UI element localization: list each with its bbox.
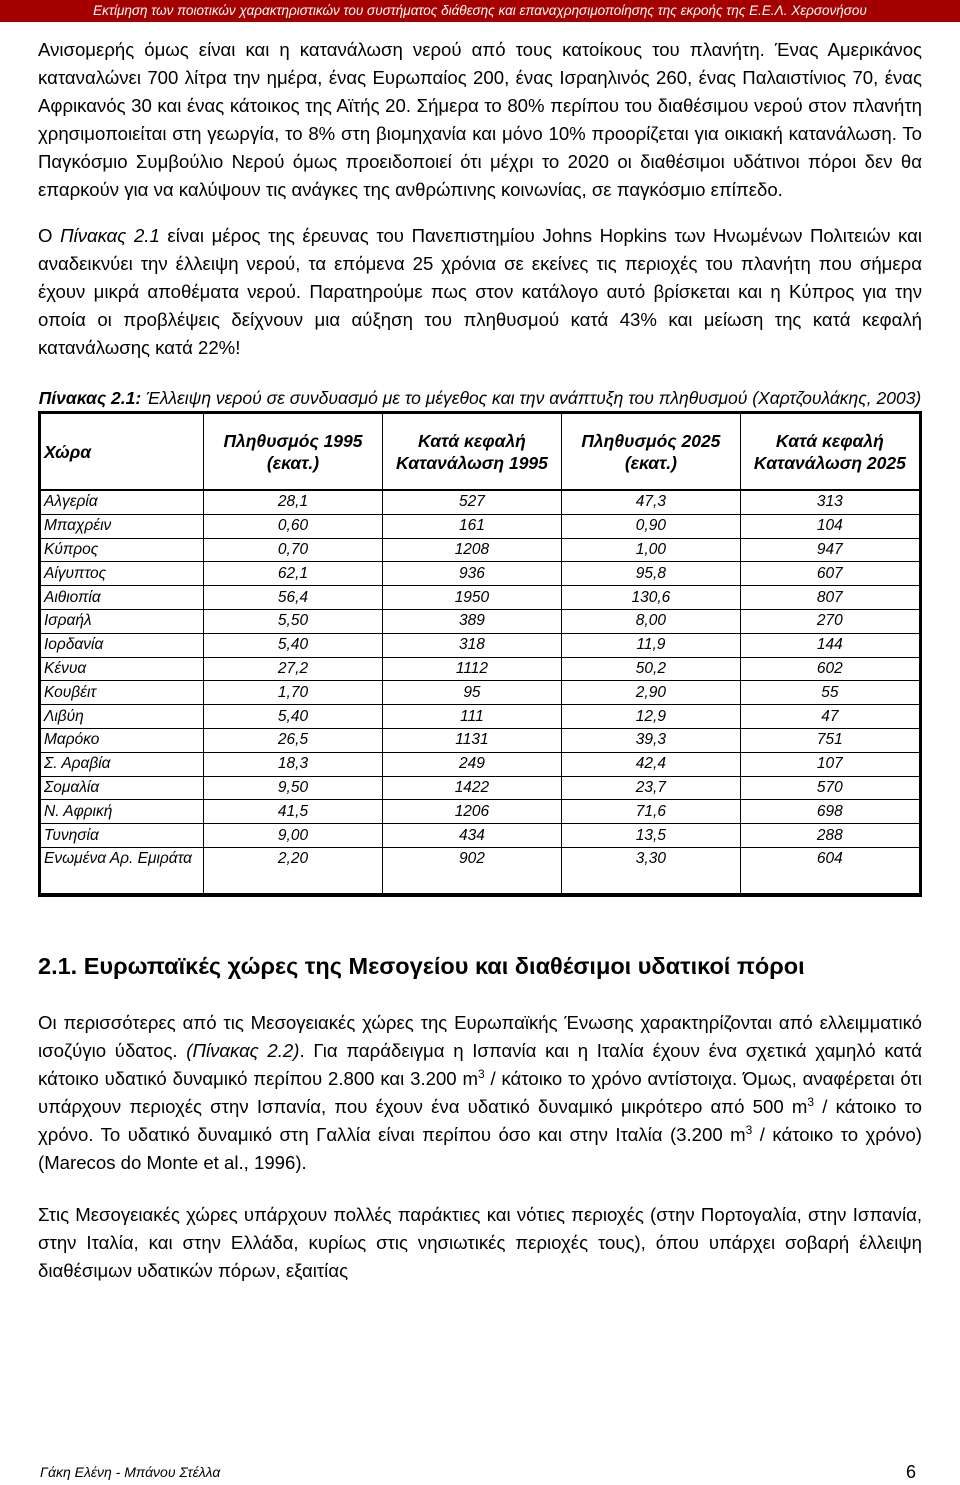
table-row [41, 539, 919, 563]
country-cell: Μπαχρέιν [41, 515, 204, 539]
value-cell: 41,5 [204, 800, 383, 824]
country-cell: Ιορδανία [41, 634, 204, 658]
country-cell: Ισραήλ [41, 610, 204, 634]
value-cell: 47,3 [562, 491, 741, 515]
value-cell: 698 [741, 800, 919, 824]
section-paragraph-2: Στις Μεσογειακές χώρες υπάρχουν πολλές παράκτιες και νότιες περιοχές (στην Πορτογαλία, στην Ισπανία, στην Ιταλία, και στην Ελλάδα, κυρίως στις νησιωτικές περιοχές τους), όπου υπάρχει σοβαρή έλλειψη διαθέσιμων υδατικών πόρων, εξαιτίας [38, 1203, 922, 1281]
value-cell: 602 [741, 658, 919, 682]
table-row [41, 610, 919, 634]
intro-p2-rest: είναι μέρος της έρευνας του Πανεπιστημίου Johns Hopkins των Ηνωμένων Πολιτειών και αναδεικνύει την έλλειψη νερού, τα επόμενα 25 χρόνια σε εκείνες τις περιοχές του πλανήτη που σήμερα έχουν μικρά αποθέματα νερού. Παρατηρούμε πως στον κατάλογο αυτό βρίσκεται και η Κύπρος για την οποία οι προβλέψεις δείχνουν μια αύξηση του πληθυσμού κατά 43% και μείωση της κατά κεφαλή κατανάλωσης κατά 22%! [38, 225, 922, 358]
sec-p1-c: / κάτοικο το χρόνο αντίστοιχα. Όμως, αναφέρεται ότι υπάρχουν περιοχές στην Ισπανία, που έχουν ένα υδατικό δυναμικό μικρότερο από 500 m [38, 1067, 922, 1117]
superscript: 3 [477, 1066, 485, 1081]
section-heading: 2.1. Ευρωπαϊκές χώρες της Μεσογείου και διαθέσιμοι υδατικοί πόροι [38, 952, 805, 979]
table-row [41, 586, 919, 610]
value-cell: 144 [741, 634, 919, 658]
value-cell: 71,6 [562, 800, 741, 824]
value-cell: 28,1 [204, 491, 383, 515]
value-cell: 389 [383, 610, 562, 634]
value-cell: 527 [383, 491, 562, 515]
value-cell: 2,90 [562, 681, 741, 705]
table-caption-text: Έλλειψη νερού σε συνδυασμό με το μέγεθος και την ανάπτυξη του πληθυσμού (Χαρτζουλάκης, 2003) [141, 388, 922, 408]
value-cell: 0,70 [204, 539, 383, 563]
value-cell: 1208 [383, 539, 562, 563]
value-cell: 95 [383, 681, 562, 705]
value-cell: 111 [383, 705, 562, 729]
value-cell: 27,2 [204, 658, 383, 682]
value-cell: 13,5 [562, 824, 741, 848]
value-cell: 947 [741, 539, 919, 563]
water-scarcity-table [38, 411, 922, 897]
table-row [41, 515, 919, 539]
superscript: 3 [745, 1122, 753, 1137]
value-cell: 318 [383, 634, 562, 658]
value-cell: 42,4 [562, 753, 741, 777]
intro-p2-start: Ο [38, 225, 61, 246]
value-cell: 62,1 [204, 562, 383, 586]
sec-p1-a: Οι περισσότερες από τις Μεσογειακές χώρες της Ευρωπαϊκής Ένωσης χαρακτηρίζονται από ελλειμματικό ισοζύγιο ύδατος. [38, 1011, 922, 1061]
country-cell: Σ. Αραβία [41, 753, 204, 777]
value-cell: 5,50 [204, 610, 383, 634]
table-reference: Πίνακας 2.1 [60, 225, 160, 246]
value-cell: 1131 [383, 729, 562, 753]
value-cell: 5,40 [204, 634, 383, 658]
intro-paragraph-1: Ανισομερής όμως είναι και η κατανάλωση νερού από τους κατοίκους του πλανήτη. Ένας Αμερικάνος καταναλώνει 700 λίτρα την ημέρα, ένας Ευρωπαίος 200, ένας Ισραηλινός 260, ένας Παλαιστίνιος 70, ένας Αφρικανός 30 και ένας κάτοικος της Αϊτής 20. Σήμερα το 80% περίπου του διαθέσιμου νερού στον πλανήτη χρησιμοποιείται στη γεωργία, το 8% στη βιομηχανία και μόνο 10% προορίζεται για οικιακή κατανάλωση. Το Παγκόσμιο Συμβούλιο Νερού όμως προειδοποιεί ότι μέχρι το 2020 οι διαθέσιμοι υδάτινοι πόροι δεν θα επαρκούν για να καλύψουν τις ανάγκες της ανθρώπινης κοινωνίας, σε παγκόσμιο επίπεδο. [38, 39, 922, 200]
value-cell: 56,4 [204, 586, 383, 610]
page-content [38, 36, 922, 1285]
table-row [41, 705, 919, 729]
table-row [41, 824, 919, 848]
value-cell: 26,5 [204, 729, 383, 753]
value-cell: 95,8 [562, 562, 741, 586]
value-cell: 107 [741, 753, 919, 777]
value-cell: 5,40 [204, 705, 383, 729]
intro-paragraph-2 [38, 222, 922, 362]
value-cell: 0,60 [204, 515, 383, 539]
table-row [41, 634, 919, 658]
superscript: 3 [807, 1094, 815, 1109]
section-paragraph-1 [38, 1009, 922, 1177]
country-cell: Αιθιοπία [41, 586, 204, 610]
value-cell: 313 [741, 491, 919, 515]
table-row [41, 753, 919, 777]
value-cell: 11,9 [562, 634, 741, 658]
value-cell: 23,7 [562, 777, 741, 801]
value-cell: 902 [383, 848, 562, 894]
country-cell: Λιβύη [41, 705, 204, 729]
value-cell: 751 [741, 729, 919, 753]
table-caption [38, 386, 922, 411]
value-cell: 270 [741, 610, 919, 634]
running-header: Εκτίμηση των ποιοτικών χαρακτηριστικών του συστήματος διάθεσης και επαναχρησιμοποίησης της εκροής της Ε.Ε.Λ. Χερσονήσου [0, 0, 960, 22]
value-cell: 1422 [383, 777, 562, 801]
table-caption-label: Πίνακας 2.1: [38, 388, 142, 408]
value-cell: 9,00 [204, 824, 383, 848]
country-cell: Κουβέιτ [41, 681, 204, 705]
value-cell: 104 [741, 515, 919, 539]
value-cell: 0,90 [562, 515, 741, 539]
value-cell: 807 [741, 586, 919, 610]
table-body [41, 491, 919, 894]
value-cell: 47 [741, 705, 919, 729]
country-cell: Σομαλία [41, 777, 204, 801]
footer-authors: Γάκη Ελένη - Μπάνου Στέλλα [40, 1464, 221, 1480]
header-population-1995: Πληθυσμός 1995 (εκατ.) [204, 414, 383, 491]
table-row [41, 681, 919, 705]
country-cell: Αλγερία [41, 491, 204, 515]
sec-p1-d: / κάτοικο το χρόνο. Το υδατικό δυναμικό στη Γαλλία είναι περίπου όσο και στην Ιταλία (3.200 m [38, 1095, 923, 1145]
value-cell: 1206 [383, 800, 562, 824]
country-cell: Αίγυπτος [41, 562, 204, 586]
table-2-2-reference: (Πίνακας 2.2) [186, 1039, 300, 1061]
value-cell: 249 [383, 753, 562, 777]
sec-p1-e: / κάτοικο το χρόνο) (Marecos do Monte et al., 1996). [38, 1123, 922, 1173]
header-country: Χώρα [41, 414, 204, 491]
value-cell: 1950 [383, 586, 562, 610]
table-row [41, 729, 919, 753]
value-cell: 161 [383, 515, 562, 539]
header-consumption-1995: Κατά κεφαλή Κατανάλωση 1995 [383, 414, 562, 491]
page-number: 6 [906, 1462, 917, 1482]
header-population-2025: Πληθυσμός 2025 (εκατ.) [562, 414, 741, 491]
table-header-row [41, 414, 919, 491]
table-row [41, 658, 919, 682]
value-cell: 288 [741, 824, 919, 848]
value-cell: 1,70 [204, 681, 383, 705]
table-row [41, 777, 919, 801]
value-cell: 1112 [383, 658, 562, 682]
table-row [41, 848, 919, 894]
sec-p1-b: . Για παράδειγμα η Ισπανία και η Ιταλία έχουν ένα σχετικά χαμηλό κατά κάτοικο υδατικό δυναμικό περίπου 2.800 και 3.200 m [38, 1039, 922, 1089]
value-cell: 1,00 [562, 539, 741, 563]
header-consumption-2025: Κατά κεφαλή Κατανάλωση 2025 [741, 414, 919, 491]
country-cell: Ενωμένα Αρ. Εμιράτα [41, 848, 204, 894]
country-cell: Κύπρος [41, 539, 204, 563]
table-row [41, 491, 919, 515]
value-cell: 570 [741, 777, 919, 801]
value-cell: 12,9 [562, 705, 741, 729]
table-row [41, 562, 919, 586]
country-cell: Ν. Αφρική [41, 800, 204, 824]
value-cell: 39,3 [562, 729, 741, 753]
value-cell: 18,3 [204, 753, 383, 777]
table-row [41, 800, 919, 824]
value-cell: 936 [383, 562, 562, 586]
value-cell: 8,00 [562, 610, 741, 634]
value-cell: 434 [383, 824, 562, 848]
country-cell: Κένυα [41, 658, 204, 682]
value-cell: 9,50 [204, 777, 383, 801]
value-cell: 130,6 [562, 586, 741, 610]
value-cell: 50,2 [562, 658, 741, 682]
value-cell: 604 [741, 848, 919, 894]
value-cell: 2,20 [204, 848, 383, 894]
country-cell: Μαρόκο [41, 729, 204, 753]
value-cell: 55 [741, 681, 919, 705]
country-cell: Τυνησία [41, 824, 204, 848]
value-cell: 3,30 [562, 848, 741, 894]
value-cell: 607 [741, 562, 919, 586]
